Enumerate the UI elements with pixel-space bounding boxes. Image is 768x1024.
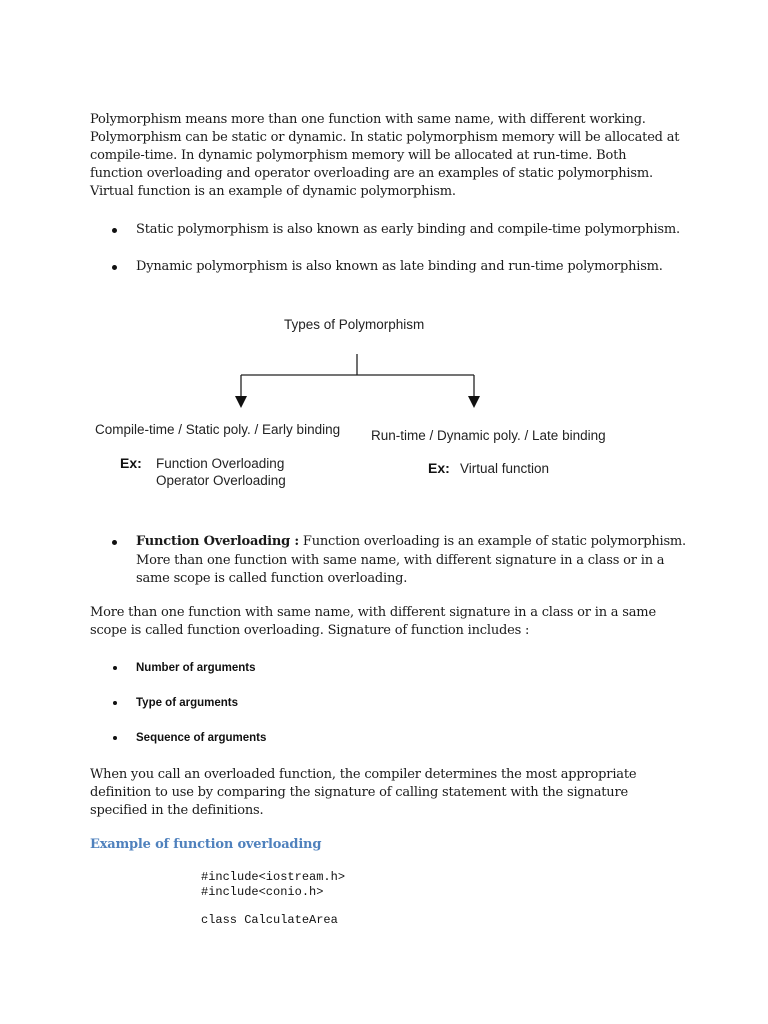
term-label: Function Overloading :: [136, 534, 299, 549]
bullet-list-function-overloading: [110, 533, 690, 589]
bullet-icon: [113, 736, 117, 740]
bullet-icon: [113, 701, 117, 705]
example-heading: Example of function overloading: [90, 837, 322, 852]
polymorphism-types-diagram: [88, 312, 648, 497]
bullet-text: Sequence of arguments: [136, 732, 267, 744]
list-item: [110, 533, 690, 589]
list-item: [110, 258, 690, 276]
intro-paragraph: Polymorphism means more than one function with same name, with different working. Polymorphism can be static or dynamic. In static polymorphism memory will be allocated at compile-time. In dynamic polymorphism memory will be allocated at run-time. Both function overloading and operator overloading are an examples of static polymorphism. Virtual function is an example of dynamic polymorphism.: [90, 112, 680, 199]
list-item: [110, 660, 256, 676]
bullet-list-static: [110, 221, 690, 239]
list-item: [110, 695, 238, 711]
bullet-text: Static polymorphism is also known as early binding and compile-time polymorphism.: [136, 222, 680, 237]
diagram-title: Types of Polymorphism: [284, 317, 425, 332]
left-ex-label: Ex:: [120, 455, 142, 471]
signature-item-list: [110, 730, 266, 746]
bullet-text: Dynamic polymorphism is also known as late binding and run-time polymorphism.: [136, 259, 663, 274]
list-item: [110, 730, 266, 746]
bullet-text: Number of arguments: [136, 662, 256, 674]
arrow-down-icon: [468, 396, 480, 408]
run-time-label: Run-time / Dynamic poly. / Late binding: [371, 428, 606, 443]
list-item: [110, 221, 690, 239]
bullet-icon: [113, 666, 117, 670]
left-example-2: Operator Overloading: [156, 473, 286, 488]
call-paragraph: When you call an overloaded function, the compiler determines the most appropriate definition to use by comparing the signature of calling statement with the signature specified in the definitions.: [90, 767, 637, 818]
bullet-list-dynamic: [110, 258, 690, 276]
bullet-icon: [112, 228, 117, 233]
bullet-text: Type of arguments: [136, 697, 239, 709]
bullet-icon: [112, 265, 117, 270]
compile-time-label: Compile-time / Static poly. / Early binding: [95, 422, 341, 437]
signature-item-list: [110, 660, 256, 676]
code-line: #include<conio.h>: [201, 885, 324, 899]
arrow-down-icon: [235, 396, 247, 408]
right-example-1: Virtual function: [460, 461, 550, 476]
bullet-text: Function overloading is an example of static polymorphism. More than one function with same name, with different signature in a class or in a same scope is called function overloading.: [136, 534, 686, 586]
bullet-icon: [112, 540, 117, 545]
code-line: #include<iostream.h>: [201, 870, 346, 884]
signature-paragraph: More than one function with same name, with different signature in a class or in a same scope is called function overloading. Signature of function includes :: [90, 605, 656, 638]
code-line: class CalculateArea: [201, 913, 338, 927]
left-example-1: Function Overloading: [156, 456, 285, 471]
right-ex-label: Ex:: [428, 460, 450, 476]
signature-item-list: [110, 695, 238, 711]
